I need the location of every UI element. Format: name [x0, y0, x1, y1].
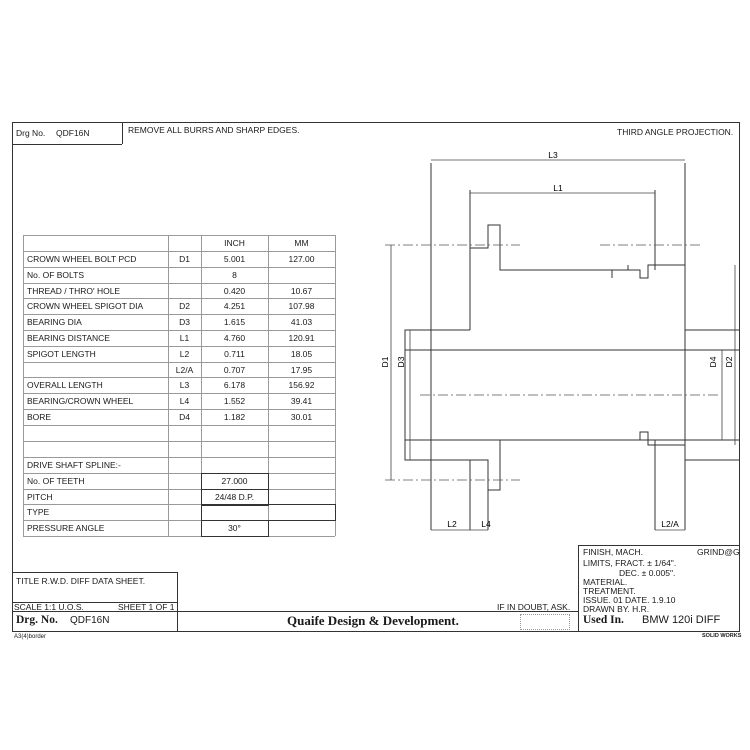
col-header-mm: MM [294, 238, 309, 248]
material-text: MATERIAL. [583, 577, 628, 587]
table-row-label: BEARING/CROWN WHEEL [27, 396, 134, 406]
table-row-mm: 41.03 [290, 317, 313, 327]
spline-row-label: PRESSURE ANGLE [27, 523, 105, 533]
spline-row-value: 24/48 D.P. [214, 492, 255, 502]
table-row-code: D4 [179, 412, 190, 422]
spline-row-value: 30° [228, 523, 241, 533]
border-note: A3(4)border [14, 634, 47, 640]
table-row-mm: 18.05 [290, 349, 313, 359]
table-row-inch: 0.707 [223, 365, 246, 375]
table-row-code: L2/A [175, 365, 194, 375]
title-block-line [578, 545, 740, 546]
dec-text: DEC. ± 0.005". [619, 568, 676, 578]
limits-text: LIMITS, FRACT. ± 1/64". [583, 558, 677, 568]
table-row-label: SPIGOT LENGTH [27, 349, 96, 359]
table-row-code: D3 [179, 317, 190, 327]
header-divider-v [122, 122, 123, 144]
table-row-mm: 156.92 [288, 380, 315, 390]
title-block-line [12, 572, 177, 573]
spline-row-label: PITCH [27, 492, 53, 502]
header-drg-label: Drg No. [16, 128, 46, 138]
header-divider [12, 144, 122, 145]
label-l2: L2 [447, 519, 457, 529]
table-row-label: THREAD / THRO' HOLE [27, 286, 121, 296]
label-d3: D3 [396, 356, 406, 368]
table-row-mm: 127.00 [288, 254, 315, 264]
table-row-mm: 120.91 [288, 333, 315, 343]
table-row-label: BEARING DISTANCE [27, 333, 110, 343]
table-row-inch: 0.711 [224, 349, 245, 359]
table-row-code: L1 [179, 333, 190, 343]
drawn-by-text: DRAWN BY. H.R. [583, 604, 650, 614]
sheet-text: SHEET 1 OF 1 [118, 602, 175, 612]
table-row-code: L4 [179, 396, 190, 406]
scale-text: SCALE 1:1 U.O.S. [14, 602, 84, 612]
finish-text: FINISH, MACH. [583, 547, 643, 557]
table-row-inch: 8 [232, 270, 237, 280]
company-name: Quaife Design & Development. [287, 613, 459, 628]
table-row-label: OVERALL LENGTH [27, 380, 103, 390]
spline-row-label: TYPE [27, 507, 50, 517]
table-row-mm: 17.95 [290, 365, 313, 375]
table-row-label: CROWN WHEEL BOLT PCD [27, 254, 137, 264]
table-row-mm: 107.98 [288, 301, 315, 311]
label-l4: L4 [481, 519, 491, 529]
used-in-value: BMW 120i DIFF [642, 614, 721, 626]
table-row-code: L3 [179, 380, 190, 390]
treatment-text: TREATMENT. [583, 586, 636, 596]
title-block-line [177, 572, 178, 632]
label-d1: D1 [380, 356, 390, 368]
label-l2a: L2/A [661, 519, 679, 529]
header-drg-value: QDF16N [56, 128, 90, 138]
table-row-inch: 1.182 [223, 412, 246, 422]
software-note: SOLID WORKS [702, 633, 742, 639]
general-note: REMOVE ALL BURRS AND SHARP EDGES. [128, 125, 300, 135]
table-row-inch: 1.615 [223, 317, 246, 327]
table-row-code: D1 [179, 254, 190, 264]
title-block-line [12, 611, 578, 612]
footer-drg-value: QDF16N [70, 615, 110, 626]
table-row-inch: 1.552 [223, 396, 246, 406]
table-row-label: BORE [27, 412, 52, 422]
spline-row-label: No. OF TEETH [27, 476, 85, 486]
table-row-code: D2 [179, 301, 190, 311]
diff-case-drawing [380, 145, 740, 545]
spline-row-value: 27.000 [221, 476, 248, 486]
fine-print-block [520, 614, 570, 630]
table-row-inch: 4.760 [223, 333, 246, 343]
label-d4: D4 [708, 356, 718, 368]
table-row-code: L2 [179, 349, 190, 359]
projection-note: THIRD ANGLE PROJECTION. [617, 127, 734, 137]
table-row-label: No. OF BOLTS [27, 270, 84, 280]
table-row-label: BEARING DIA [27, 317, 82, 327]
table-row-mm: 30.01 [290, 412, 313, 422]
col-header-inch: INCH [224, 238, 245, 248]
table-row-label: CROWN WHEEL SPIGOT DIA [27, 301, 144, 311]
used-in-label: Used In. [583, 614, 624, 626]
table-row-inch: 0.420 [223, 286, 246, 296]
if-in-doubt-text: IF IN DOUBT, ASK. [497, 602, 571, 612]
label-l1: L1 [553, 183, 563, 193]
issue-text: ISSUE. 01 DATE. 1.9.10 [583, 595, 676, 605]
title-block-line [578, 545, 579, 632]
table-row-inch: 6.178 [223, 380, 246, 390]
table-row-mm: 39.41 [290, 396, 313, 406]
footer-drg-label: Drg. No. [16, 614, 58, 626]
table-row-mm: 10.67 [290, 286, 313, 296]
label-d2: D2 [724, 356, 734, 368]
table-row-inch: 5.001 [223, 254, 246, 264]
label-l3: L3 [548, 150, 558, 160]
table-row-inch: 4.251 [223, 301, 246, 311]
spline-title: DRIVE SHAFT SPLINE:- [27, 460, 121, 470]
grind-text: GRIND@G [697, 547, 740, 557]
title-text: TITLE R.W.D. DIFF DATA SHEET. [16, 576, 146, 586]
